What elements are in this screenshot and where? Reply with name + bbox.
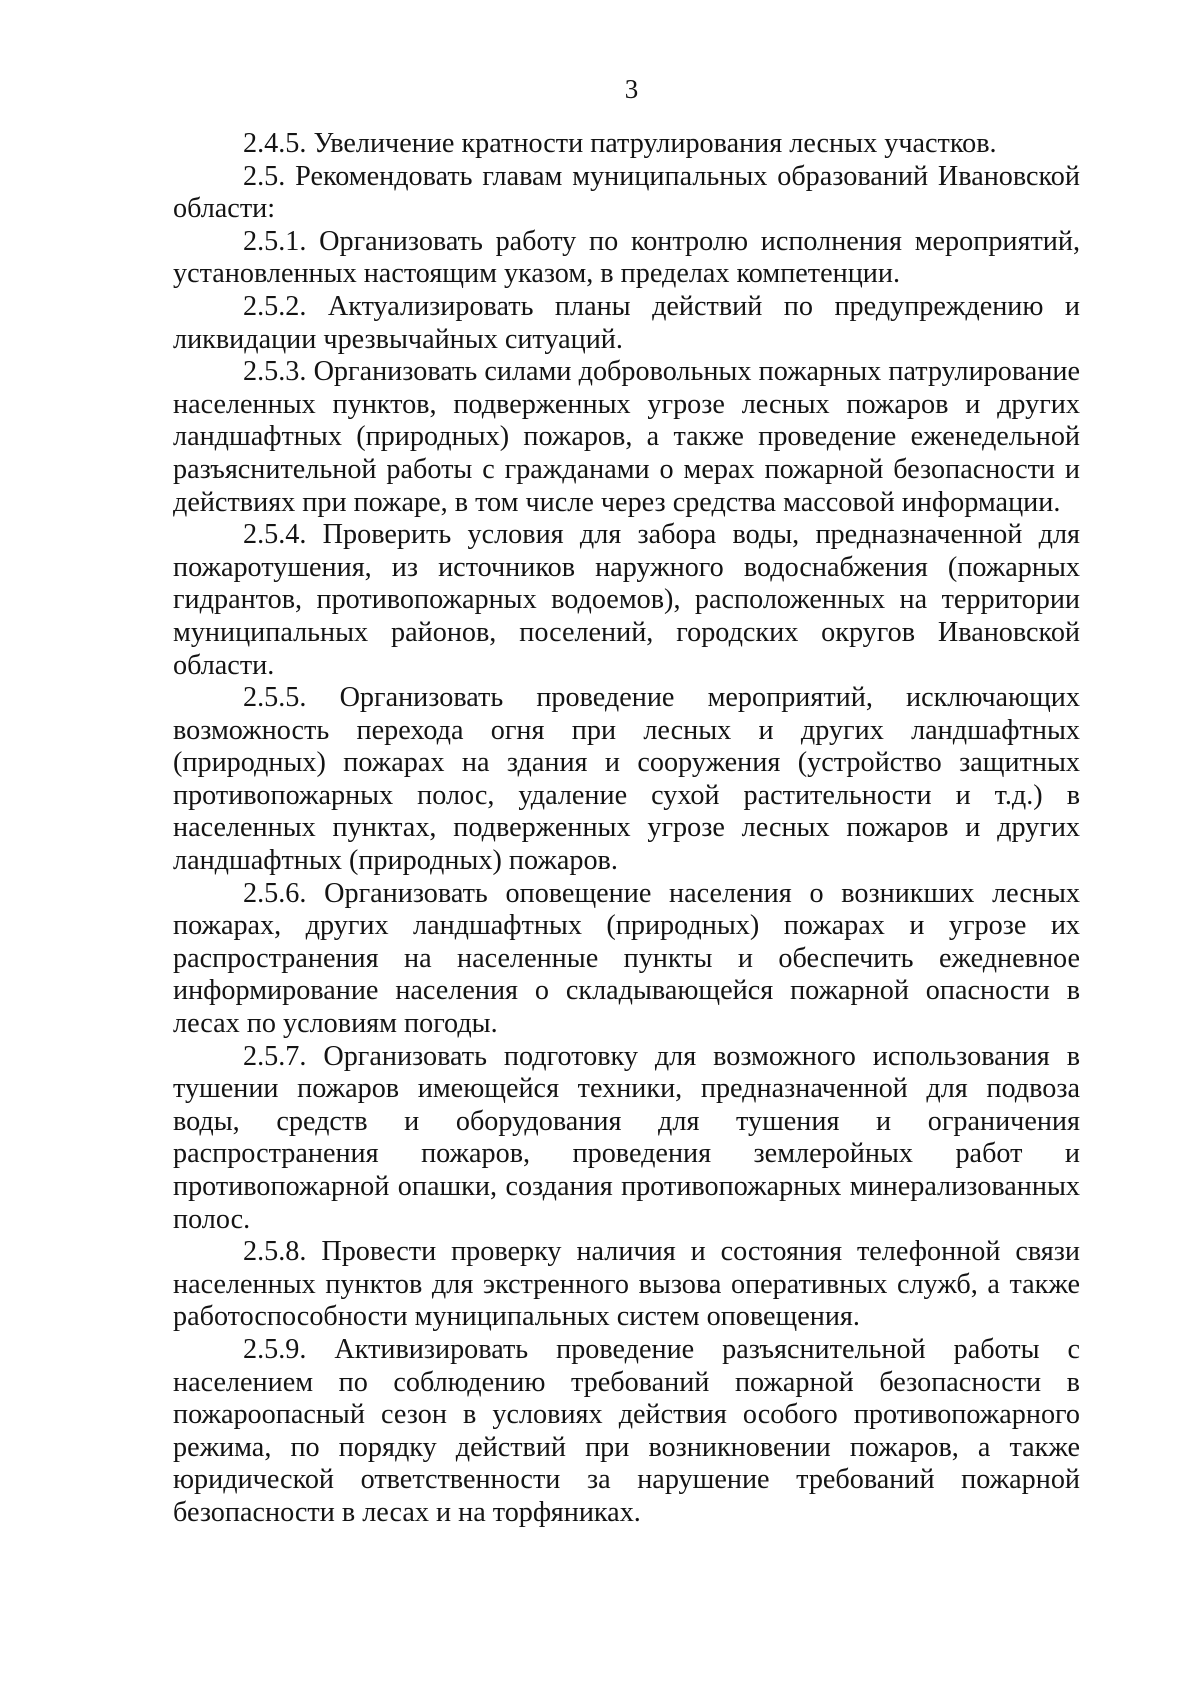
paragraph-2-5-9: 2.5.9. Активизировать проведение разъяснительной работы с населением по соблюдению требований пожарной безопасности в пожароопасный сезон в условиях действия особого противопожарного режима, по порядку действий при возникновении пожаров, а также юридической ответственности за нарушение требований пожарной безопасности в лесах и на торфяниках. xyxy=(173,1333,1080,1528)
paragraph-2-5: 2.5. Рекомендовать главам муниципальных образований Ивановской области: xyxy=(173,160,1080,225)
page-number: 3 xyxy=(624,74,639,104)
paragraph-2-5-8: 2.5.8. Провести проверку наличия и состояния телефонной связи населенных пунктов для экстренного вызова оперативных служб, а также работоспособности муниципальных систем оповещения. xyxy=(173,1236,1080,1333)
paragraph-2-5-3: 2.5.3. Организовать силами добровольных пожарных патрулирование населенных пунктов, подверженных угрозе лесных пожаров и других ландшафтных (природных) пожаров, а также проведение еженедельной разъяснительной работы с гражданами о мерах пожарной безопасности и действиях при пожаре, в том числе через средства массовой информации. xyxy=(173,356,1080,518)
paragraph-2-5-1: 2.5.1. Организовать работу по контролю исполнения мероприятий, установленных настоящим указом, в пределах компетенции. xyxy=(173,225,1080,290)
paragraph-2-5-5: 2.5.5. Организовать проведение мероприятий, исключающих возможность перехода огня при лесных и других ландшафтных (природных) пожарах на здания и сооружения (устройство защитных противопожарных полос, удаление сухой растительности и т.д.) в населенных пунктах, подверженных угрозе лесных пожаров и других ландшафтных (природных) пожаров. xyxy=(173,682,1080,877)
paragraph-2-5-4: 2.5.4. Проверить условия для забора воды, предназначенной для пожаротушения, из источников наружного водоснабжения (пожарных гидрантов, противопожарных водоемов), расположенных на территории муниципальных районов, поселений, городских округов Ивановской области. xyxy=(173,519,1080,681)
paragraph-2-5-7: 2.5.7. Организовать подготовку для возможного использования в тушении пожаров имеющейся техники, предназначенной для подвоза воды, средств и оборудования для тушения и ограничения распространения пожаров, проведения землеройных работ и противопожарной опашки, создания противопожарных минерализованных полос. xyxy=(173,1040,1080,1235)
paragraph-2-5-6: 2.5.6. Организовать оповещение населения о возникших лесных пожарах, других ландшафтных (природных) пожарах и угрозе их распространения на населенные пункты и обеспечить ежедневное информирование населения о складывающейся пожарной опасности в лесах по условиям погоды. xyxy=(173,877,1080,1040)
paragraph-2-5-2: 2.5.2. Актуализировать планы действий по предупреждению и ликвидации чрезвычайных ситуаций. xyxy=(173,290,1080,355)
document-body xyxy=(173,128,1080,1530)
paragraph-2-4-5: 2.4.5. Увеличение кратности патрулирования лесных участков. xyxy=(243,128,997,159)
